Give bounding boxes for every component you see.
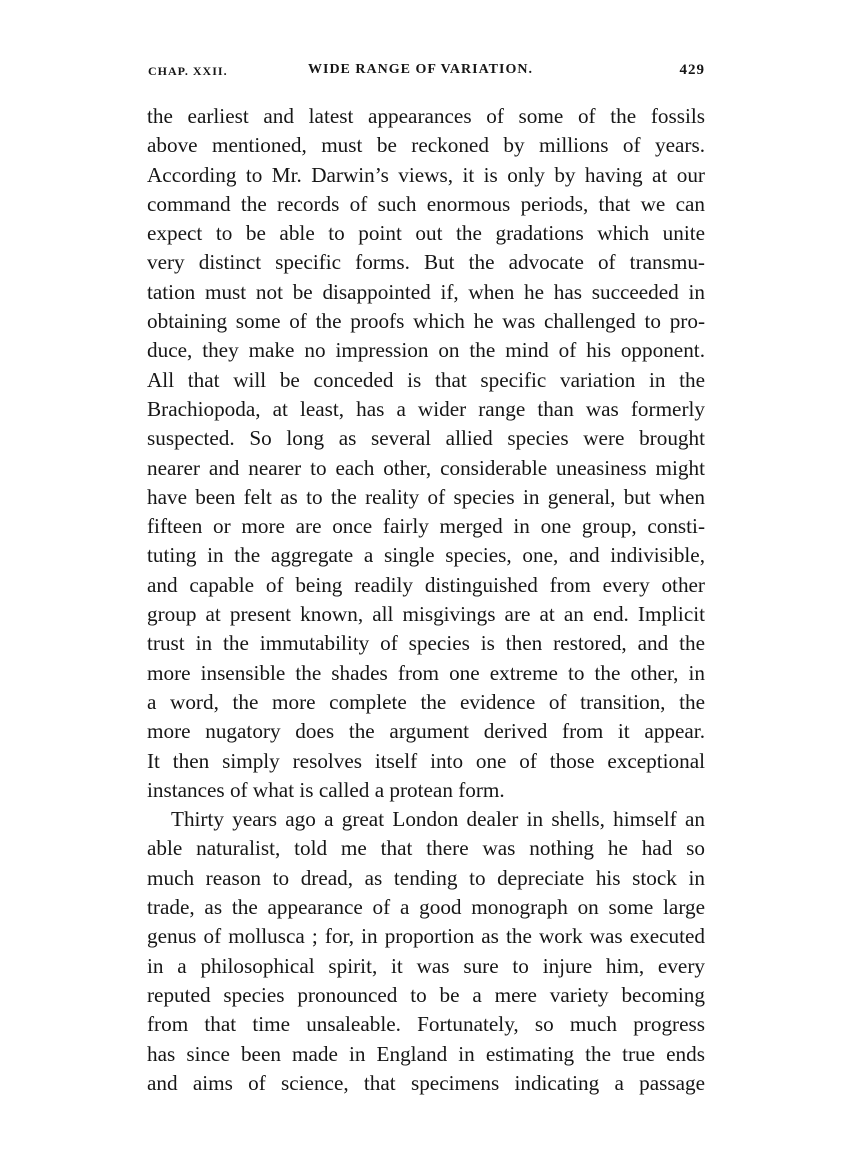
paragraph <box>147 805 705 1098</box>
running-header <box>148 58 705 88</box>
text-line: suspected. So long as several allied species were brought <box>147 426 705 451</box>
text-line: fifteen or more are once fairly merged in one group, consti- <box>147 514 705 539</box>
running-title: WIDE RANGE OF VARIATION. <box>308 62 533 77</box>
text-line: reputed species pronounced to be a mere variety becoming <box>147 982 705 1007</box>
text-line: trade, as the appearance of a good monograph on some large <box>147 895 705 920</box>
page-number: 429 <box>679 62 705 78</box>
text-line: According to Mr. Darwin’s views, it is only by having at our <box>147 162 705 187</box>
text-line: obtaining some of the proofs which he was challenged to pro- <box>147 309 705 334</box>
text-line: group at present known, all misgivings are at an end. Implicit <box>147 602 705 627</box>
text-line: command the records of such enormous periods, that we can <box>147 191 705 216</box>
text-line: trust in the immutability of species is then restored, and the <box>147 631 705 656</box>
text-line: in a philosophical spirit, it was sure to injure him, every <box>147 953 705 978</box>
text-line: instances of what is called a protean form. <box>147 777 505 802</box>
text-line: the earliest and latest appearances of some of the fossils <box>147 104 705 128</box>
text-line: tation must not be disappointed if, when he has succeeded in <box>147 279 705 304</box>
body-text <box>147 102 705 1098</box>
text-line: a word, the more complete the evidence of transition, the <box>147 689 705 714</box>
chapter-label: CHAP. XXII. <box>148 64 228 78</box>
paragraph <box>147 102 705 805</box>
text-line: nearer and nearer to each other, considerable uneasiness might <box>147 455 705 480</box>
text-line: very distinct specific forms. But the advocate of transmu- <box>147 250 705 275</box>
text-line: and aims of science, that specimens indicating a passage <box>147 1070 705 1095</box>
text-line: genus of mollusca ; for, in proportion as the work was executed <box>147 924 705 949</box>
text-line: more insensible the shades from one extreme to the other, in <box>147 660 705 685</box>
text-line: above mentioned, must be reckoned by millions of years. <box>147 133 705 158</box>
text-line: and capable of being readily distinguished from every other <box>147 572 705 597</box>
text-line: duce, they make no impression on the mind of his opponent. <box>147 338 705 363</box>
text-line: have been felt as to the reality of species in general, but when <box>147 484 705 509</box>
text-line: more nugatory does the argument derived from it appear. <box>147 719 705 744</box>
text-line: much reason to dread, as tending to depreciate his stock in <box>147 865 705 890</box>
text-line: Thirty years ago a great London dealer in shells, himself an <box>171 807 705 832</box>
text-line: expect to be able to point out the gradations which unite <box>147 221 705 246</box>
text-line: tuting in the aggregate a single species, one, and indivisible, <box>147 543 705 568</box>
text-line: All that will be conceded is that specific variation in the <box>147 367 705 392</box>
text-line: It then simply resolves itself into one of those exceptional <box>147 748 705 773</box>
text-line: Brachiopoda, at least, has a wider range than was formerly <box>147 396 705 421</box>
text-line: has since been made in England in estimating the true ends <box>147 1041 705 1066</box>
text-line: from that time unsaleable. Fortunately, so much progress <box>147 1012 705 1037</box>
text-line: able naturalist, told me that there was nothing he had so <box>147 836 705 861</box>
